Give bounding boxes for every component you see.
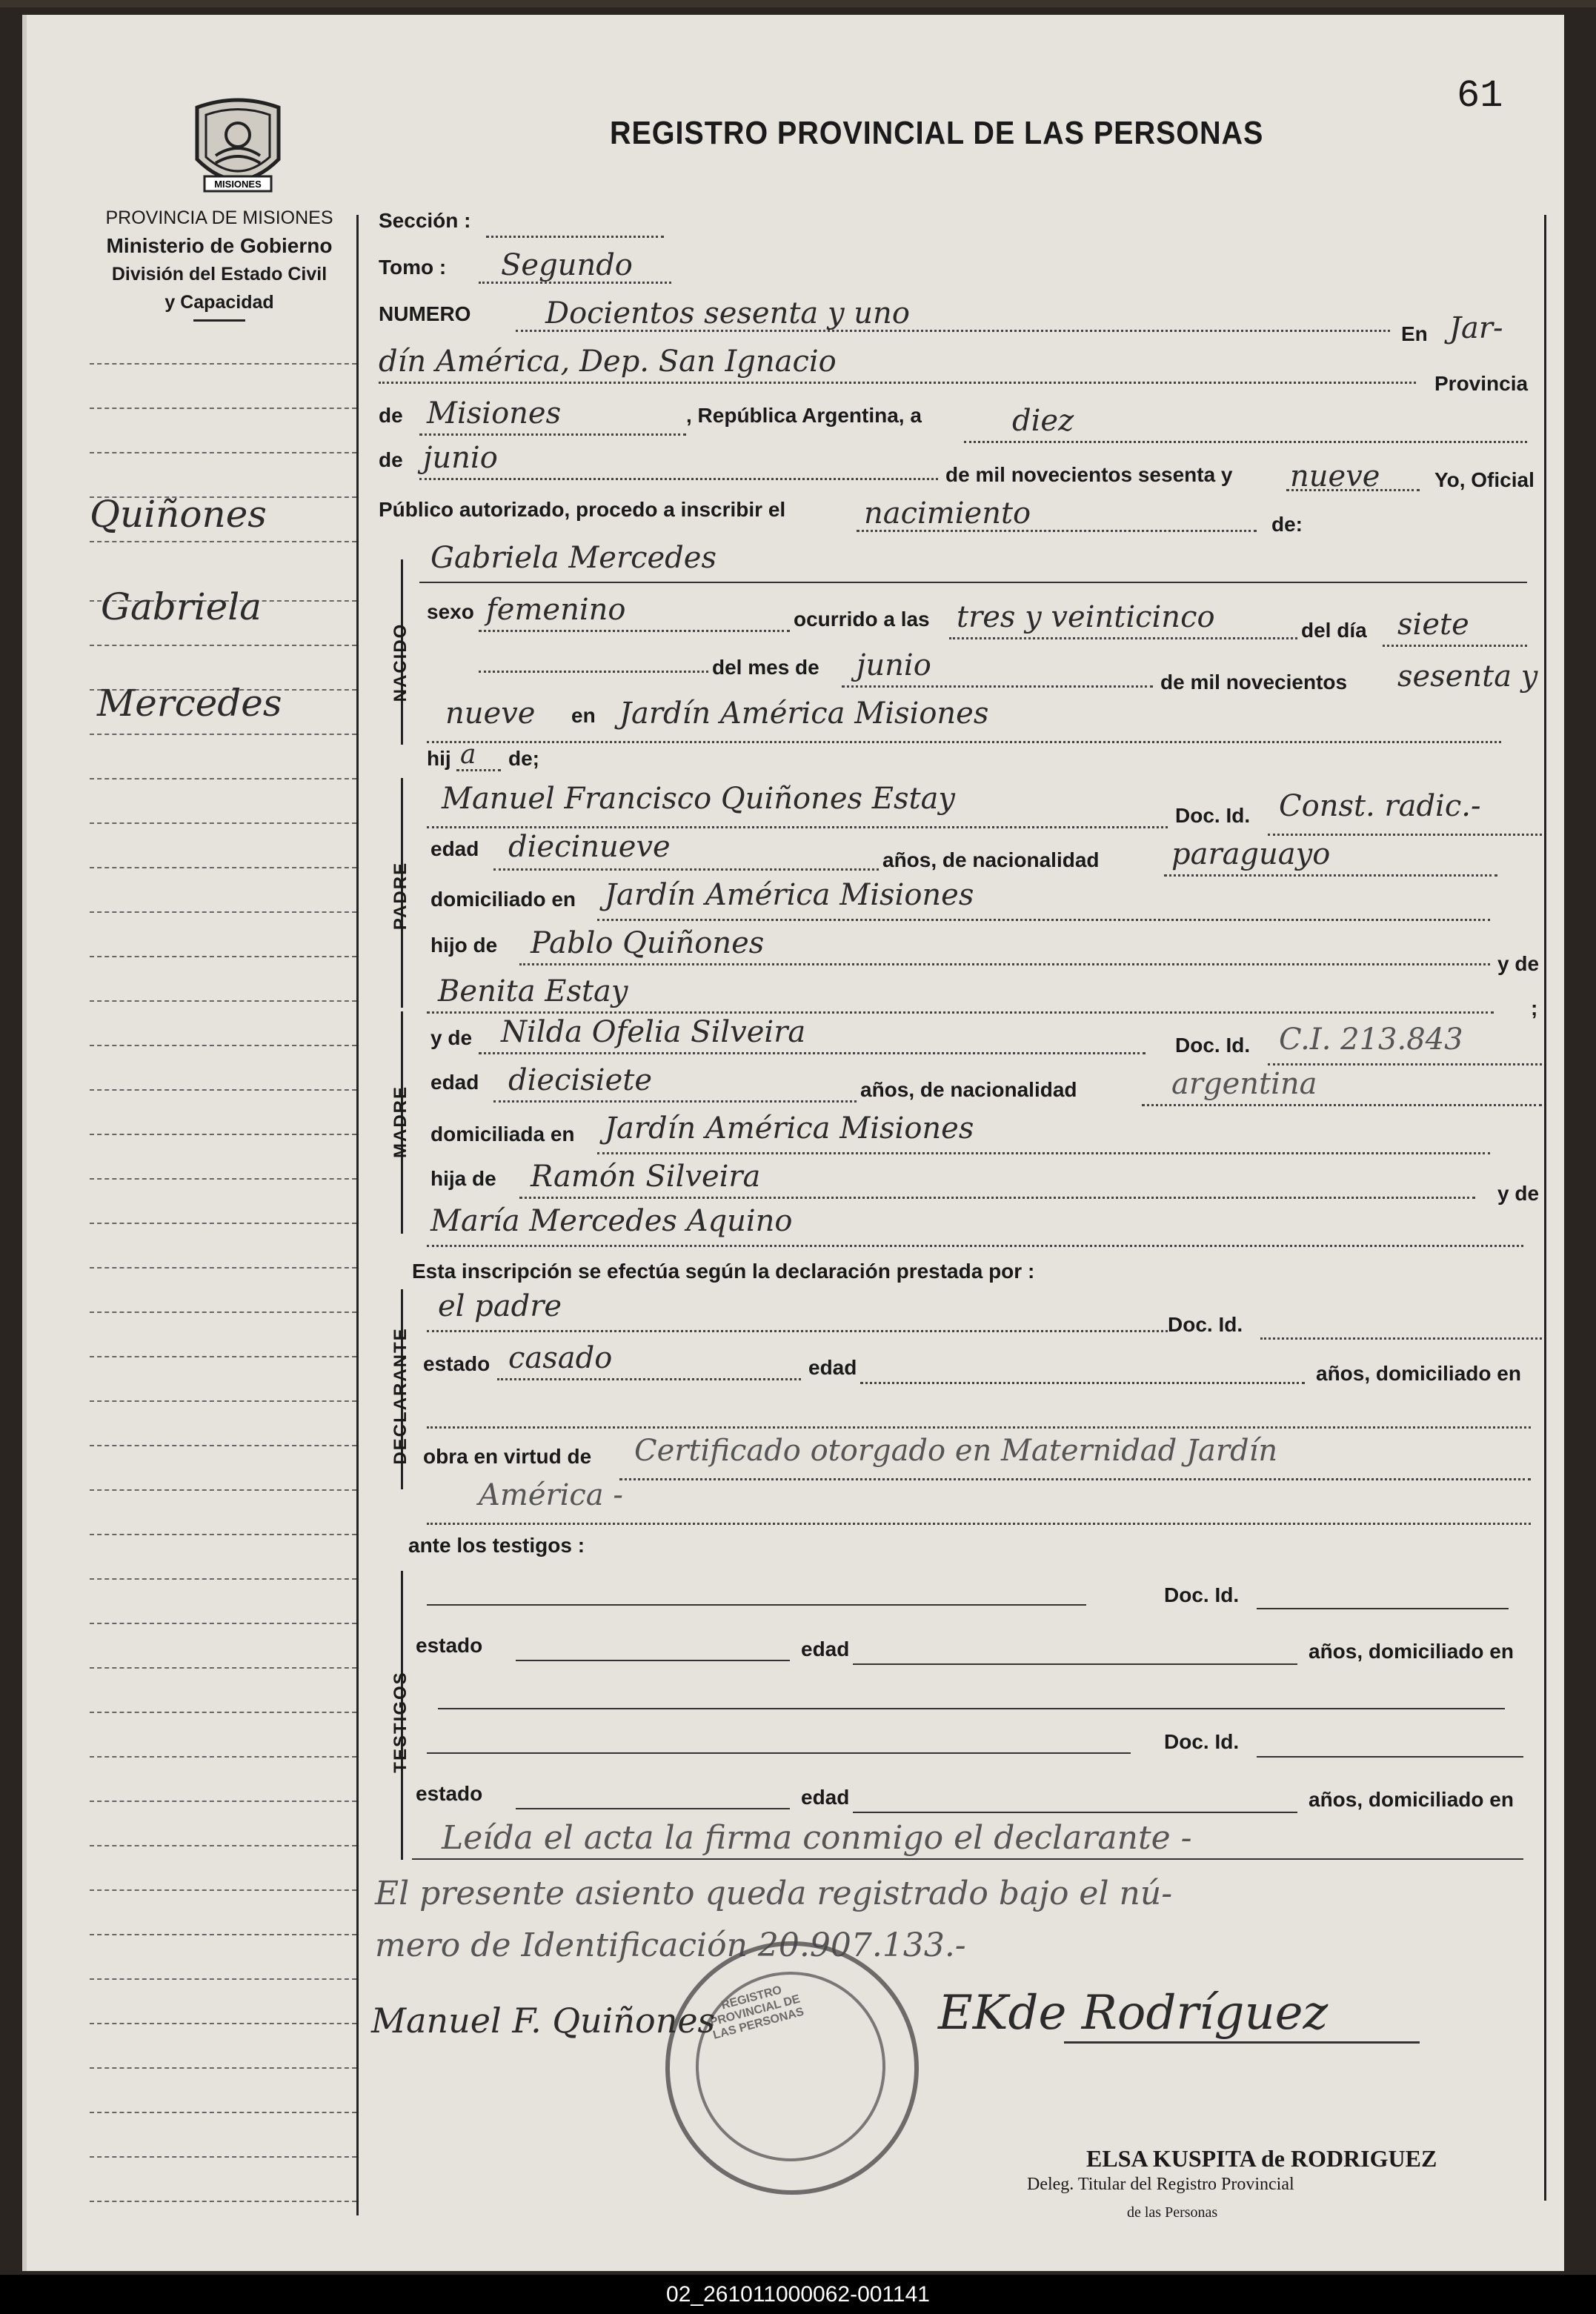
madre-name-line <box>479 1052 1146 1054</box>
del-dia-label: del día <box>1301 619 1367 642</box>
testigo2-doc-label: Doc. Id. <box>1164 1730 1240 1753</box>
margin-line <box>90 867 356 868</box>
margin-line <box>90 1978 356 1980</box>
section-label-padre: PADRE <box>390 861 410 931</box>
testigo2-doc-line <box>1257 1756 1523 1758</box>
madre-hija-de-value: Ramón Silveira <box>531 1160 761 1194</box>
de-label: de <box>379 404 403 427</box>
declarante-doc-label: Doc. Id. <box>1168 1313 1243 1336</box>
testigo2-edad-label: edad <box>801 1786 850 1809</box>
madre-doc-line <box>1268 1063 1542 1065</box>
mes-value: junio <box>423 441 498 475</box>
margin-line <box>90 1445 356 1446</box>
madre-domicilio-value: Jardín América Misiones <box>605 1111 974 1146</box>
margin-line <box>90 1756 356 1758</box>
oficial-stamp-title: Deleg. Titular del Registro Provincial <box>1027 2175 1294 2194</box>
margin-line <box>90 1089 356 1091</box>
dia-nac-line <box>1383 645 1527 647</box>
madre-y-de-label: y de <box>430 1026 473 1049</box>
tomo-label: Tomo : <box>379 256 447 279</box>
margin-line <box>90 734 356 735</box>
publico-label: Público autorizado, procedo a inscribir el <box>379 498 786 521</box>
padre-hijo-de-value: Pablo Quiñones <box>531 926 765 960</box>
mes-line <box>419 478 938 480</box>
declarante-anios-label: años, domiciliado en <box>1316 1362 1521 1385</box>
ministry-name: Ministerio de Gobierno <box>106 234 333 257</box>
margin-line <box>90 1223 356 1224</box>
declarante-domicilio-line <box>427 1426 1531 1429</box>
nacido-lugar-value: Jardín América Misiones <box>619 696 989 731</box>
signature-line <box>1064 2041 1420 2044</box>
section-label-nacido: NACIDO <box>390 622 410 702</box>
padre-nacionalidad-value: paraguayo <box>1171 837 1331 871</box>
padre-name-line <box>427 826 1168 828</box>
testigo2-anios-label: años, domiciliado en <box>1309 1788 1514 1811</box>
yo-label: Yo, Oficial <box>1434 468 1535 491</box>
testigo1-estado-line <box>516 1660 790 1661</box>
madre-hija-line <box>519 1197 1475 1199</box>
hij-label: hij <box>427 747 451 770</box>
declarante-doc-line <box>1260 1337 1542 1340</box>
seccion-label: Sección : <box>379 209 471 232</box>
declarante-name-line <box>427 1330 1168 1332</box>
margin-line <box>90 1489 356 1491</box>
margin-line <box>90 1178 356 1180</box>
seal-text: REGISTRO PROVINCIAL DE LAS PERSONAS <box>708 1984 805 2042</box>
sexo-line <box>479 630 790 632</box>
oficial-signature: EKde Rodríguez <box>938 1986 1329 2041</box>
inscripcion-label: Esta inscripción se efectúa según la declaración prestada por : <box>412 1260 1035 1283</box>
padre-anios-label: años, de nacionalidad <box>882 848 1100 871</box>
ocurrido-label: ocurrido a las <box>794 608 930 631</box>
seccion-line <box>486 236 664 238</box>
margin-line <box>90 2156 356 2158</box>
hora-line <box>949 637 1297 639</box>
numero-label: NUMERO <box>379 302 471 325</box>
en-label: En <box>1401 322 1428 345</box>
testigo1-edad-label: edad <box>801 1638 850 1660</box>
numero-value: Docientos sesenta y uno <box>545 296 910 330</box>
madre-y-de2-label: y de <box>1497 1182 1540 1205</box>
margin-line <box>90 1000 356 1002</box>
padre-doc-label: Doc. Id. <box>1175 804 1251 827</box>
madre-edad-label: edad <box>430 1071 479 1094</box>
declarante-nombre-value: el padre <box>438 1289 562 1323</box>
margin-line <box>90 408 356 409</box>
dia-value: diez <box>1012 404 1074 438</box>
obra-line <box>619 1478 1531 1480</box>
padre-edad-label: edad <box>430 837 479 860</box>
madre-nac-line <box>1142 1104 1542 1106</box>
madre-anios-label: años, de nacionalidad <box>860 1078 1077 1101</box>
madre-nacionalidad-value: argentina <box>1171 1067 1317 1101</box>
closing-line-1: Leída el acta la firma conmigo el declarante - <box>442 1819 1192 1857</box>
del-mes-label: del mes de <box>712 656 819 679</box>
footer-bar <box>0 2275 1596 2314</box>
testigo2-edad-line <box>853 1812 1297 1813</box>
margin-rule <box>356 215 359 2215</box>
hij-line <box>456 769 501 771</box>
anio-label: de mil novecientos sesenta y <box>945 463 1233 486</box>
padre-domicilio-value: Jardín América Misiones <box>605 878 974 912</box>
testigo2-estado-label: estado <box>416 1782 483 1805</box>
madre-domicilio-line <box>597 1152 1490 1154</box>
margin-line <box>90 645 356 646</box>
margin-line <box>90 956 356 957</box>
madre-madre-de-value: María Mercedes Aquino <box>430 1204 793 1238</box>
margin-line <box>90 2201 356 2202</box>
book-edge <box>0 0 1596 7</box>
margin-line <box>90 1934 356 1935</box>
margin-line <box>90 911 356 913</box>
ministry-divider <box>193 319 245 322</box>
margin-line <box>90 1578 356 1580</box>
hij-de-label: de; <box>508 747 539 770</box>
madre-nombre-value: Nilda Ofelia Silveira <box>501 1015 806 1049</box>
testigo2-name-line <box>427 1752 1131 1754</box>
margin-line <box>90 452 356 453</box>
margin-line <box>90 1134 356 1135</box>
nacido-mes-value: junio <box>857 648 931 682</box>
svg-text:MISIONES: MISIONES <box>214 179 262 190</box>
obra-line-2 <box>427 1523 1531 1525</box>
page-title: REGISTRO PROVINCIAL DE LAS PERSONAS <box>610 115 1264 151</box>
obra-value-1: Certificado otorgado en Maternidad Jardín <box>634 1434 1278 1468</box>
right-rule <box>1544 215 1546 2201</box>
en-nac-label: en <box>571 704 596 727</box>
testigo2-estado-line <box>516 1808 790 1809</box>
margin-line <box>90 1267 356 1269</box>
testigo1-name-line <box>427 1604 1086 1606</box>
nacido-anio-value-2: nueve <box>445 696 536 731</box>
nacido-dia-value: siete <box>1397 608 1469 642</box>
padre-semicolon: ; <box>1531 997 1538 1020</box>
margin-line <box>90 1889 356 1891</box>
de-colon-label: de: <box>1271 513 1303 536</box>
madre-edad-value: diecisiete <box>508 1063 653 1097</box>
sexo-value: femenino <box>486 593 626 627</box>
padre-edad-line <box>493 868 879 871</box>
ministry-capacity: y Capacidad <box>164 292 274 313</box>
margin-line <box>90 2067 356 2069</box>
lugar-nac-line <box>427 741 1501 743</box>
margin-line <box>90 1356 356 1357</box>
margin-line <box>90 822 356 824</box>
en-value-2: dín América, Dep. San Ignacio <box>379 345 837 379</box>
margin-surname: Quiñones <box>90 493 267 536</box>
declarante-edad-label: edad <box>808 1356 857 1379</box>
nacido-nombre-value: Gabriela Mercedes <box>430 541 716 575</box>
padre-madre-line <box>427 1011 1494 1014</box>
page-number: 61 <box>1457 74 1503 118</box>
margin-line <box>90 1045 356 1046</box>
madre-madre-line <box>427 1245 1523 1247</box>
lugar-line <box>379 382 1416 384</box>
ministry-province: PROVINCIA DE MISIONES <box>105 207 333 228</box>
en-value-1: Jar- <box>1449 311 1503 345</box>
closing-line-2: El presente asiento queda registrado bajo el nú- <box>375 1875 1173 1912</box>
padre-edad-value: diecinueve <box>508 830 671 864</box>
testigo1-estado-label: estado <box>416 1634 483 1657</box>
declarante-estado-value: casado <box>508 1341 613 1375</box>
margin-line <box>90 1845 356 1846</box>
testigo1-doc-line <box>1257 1608 1509 1609</box>
padre-nac-line <box>1164 874 1497 877</box>
margin-line <box>90 541 356 542</box>
padre-hijo-label: hijo de <box>430 934 498 957</box>
acto-value: nacimiento <box>864 496 1031 531</box>
testigo1-edad-line <box>853 1663 1297 1665</box>
declarante-edad-line <box>860 1382 1305 1384</box>
padre-y-de-label: y de <box>1497 952 1540 975</box>
official-seal <box>665 1941 919 2195</box>
mes-nac-line <box>842 685 1153 688</box>
testigo1-anios-label: años, domiciliado en <box>1309 1640 1514 1663</box>
document-page <box>22 15 1564 2271</box>
margin-line <box>90 1311 356 1313</box>
footer-identifier: 02_261011000062-001141 <box>666 2282 930 2307</box>
provincial-emblem-icon <box>182 89 293 200</box>
blank-line <box>479 671 708 673</box>
ministry-division: División del Estado Civil <box>111 264 327 285</box>
closing-line-3: mero de Identificación 20.907.133.- <box>375 1926 966 1964</box>
margin-line <box>90 1801 356 1802</box>
dia-line <box>964 441 1527 443</box>
declarante-signature: Manuel F. Quiñones <box>371 2001 716 2041</box>
republica-label: , República Argentina, a <box>686 404 922 427</box>
section-label-declarante: DECLARANTE <box>390 1327 410 1465</box>
de2-label: de <box>379 448 403 471</box>
hora-value: tres y veinticinco <box>957 600 1215 634</box>
nacido-anio-value-1: sesenta y <box>1397 659 1538 694</box>
provincia-line <box>419 433 686 436</box>
padre-doc-value: Const. radic.- <box>1279 789 1481 823</box>
padre-hijo-line <box>519 963 1490 965</box>
margin-line <box>90 363 356 365</box>
madre-doc-value: C.I. 213.843 <box>1279 1023 1463 1057</box>
margin-line <box>90 1534 356 1535</box>
anio-value: nueve <box>1290 459 1380 493</box>
padre-domicilio-line <box>597 919 1490 921</box>
testigo1-doc-label: Doc. Id. <box>1164 1583 1240 1606</box>
padre-doc-line <box>1268 834 1542 836</box>
margin-line <box>90 2112 356 2113</box>
padre-madre-de-value: Benita Estay <box>438 974 628 1008</box>
ante-testigos-label: ante los testigos : <box>408 1534 585 1557</box>
madre-hija-label: hija de <box>430 1167 496 1190</box>
declarante-estado-label: estado <box>423 1352 491 1375</box>
madre-domiciliada-label: domiciliada en <box>430 1123 575 1146</box>
madre-doc-label: Doc. Id. <box>1175 1034 1251 1057</box>
testigo1-domicilio-line <box>438 1708 1505 1709</box>
margin-line <box>90 1623 356 1624</box>
obra-value-2: América - <box>479 1478 623 1512</box>
sexo-label: sexo <box>427 600 474 623</box>
section-label-testigos: TESTIGOS <box>390 1671 410 1773</box>
mil-label: de mil novecientos <box>1160 671 1348 694</box>
oficial-stamp-sub: de las Personas <box>1127 2204 1218 2221</box>
margin-given-name-1: Gabriela <box>101 585 262 628</box>
oficial-stamp-name: ELSA KUSPITA de RODRIGUEZ <box>1086 2145 1437 2172</box>
margin-line <box>90 1667 356 1669</box>
testigo2-domicilio-line <box>412 1858 1523 1860</box>
margin-line <box>90 2023 356 2024</box>
hij-value: a <box>460 739 476 770</box>
provincia-value: Misiones <box>427 396 562 430</box>
margin-given-name-2: Mercedes <box>97 682 282 725</box>
madre-edad-line <box>493 1100 857 1103</box>
declarante-estado-line <box>497 1378 801 1380</box>
margin-line <box>90 1712 356 1713</box>
tomo-value: Segundo <box>501 248 633 282</box>
ministry-block <box>71 204 368 322</box>
provincia-label: Provincia <box>1434 372 1529 395</box>
section-label-madre: MADRE <box>390 1085 410 1158</box>
padre-nombre-value: Manuel Francisco Quiñones Estay <box>442 782 956 816</box>
margin-line <box>90 1400 356 1402</box>
nacido-name-line <box>419 582 1527 583</box>
margin-line <box>90 778 356 779</box>
obra-label: obra en virtud de <box>423 1445 592 1468</box>
padre-domiciliado-label: domiciliado en <box>430 888 576 911</box>
